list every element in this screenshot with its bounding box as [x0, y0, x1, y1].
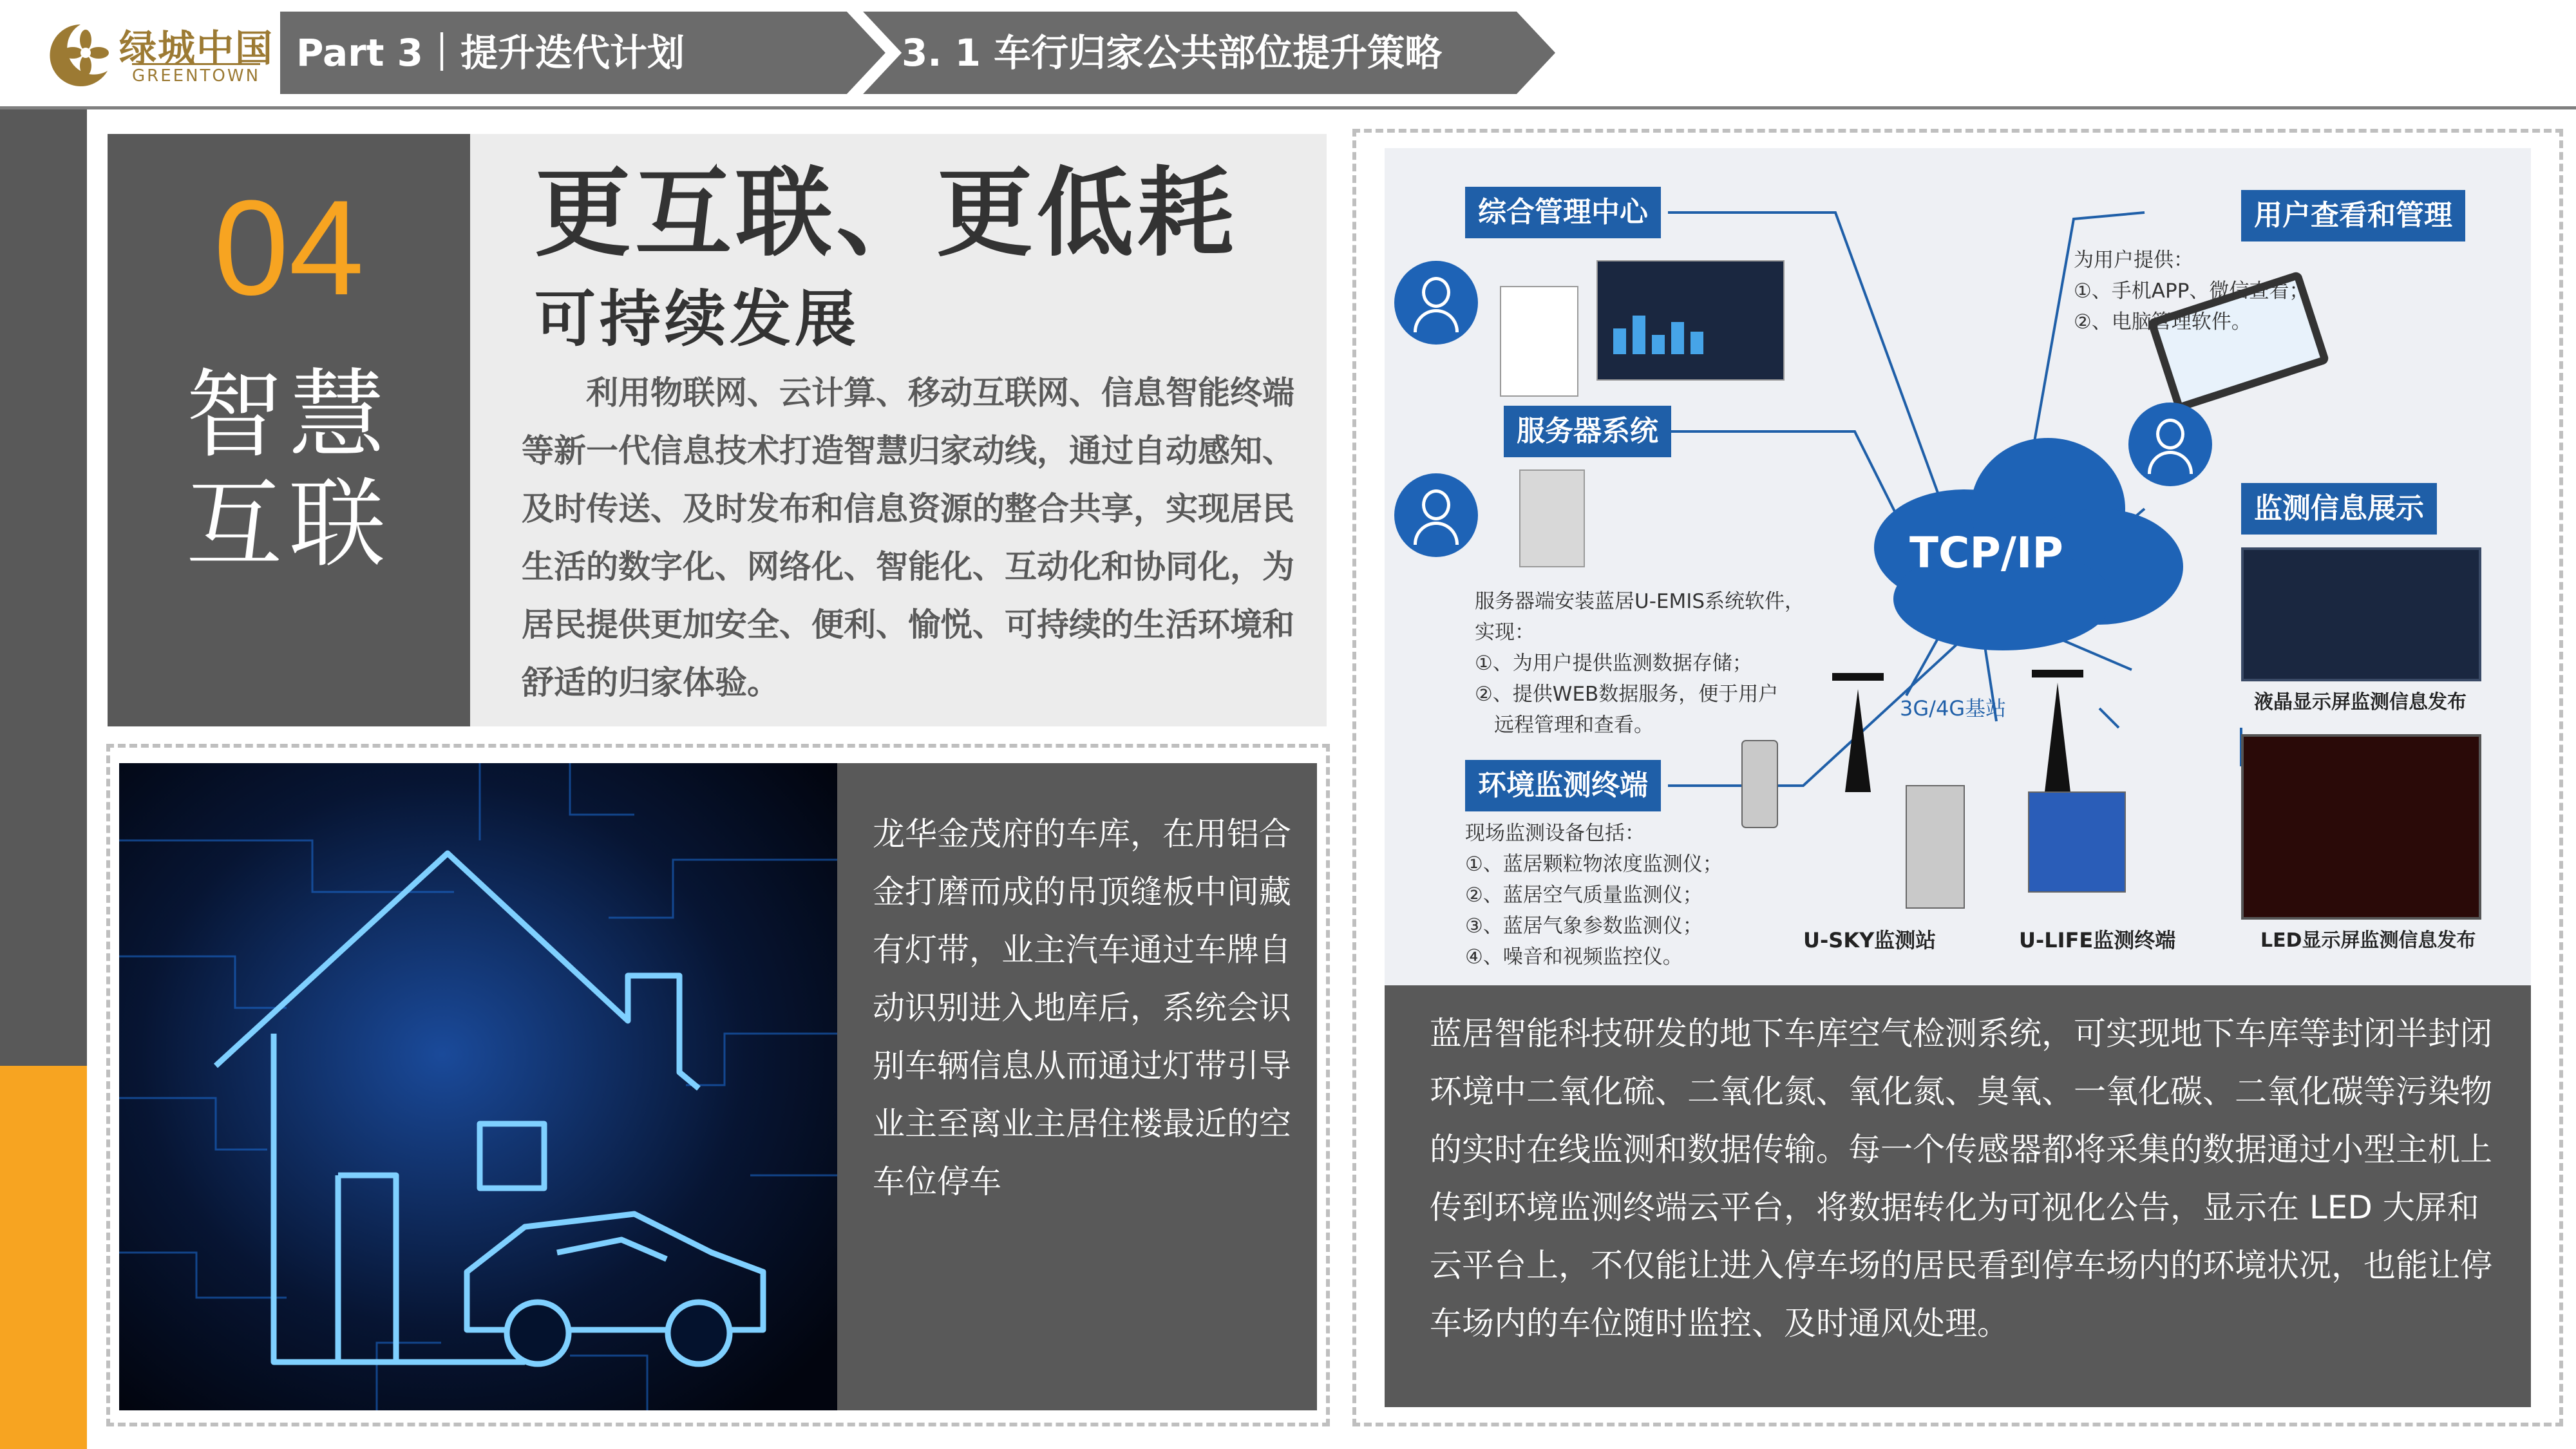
env-text: 现场监测设备包括： — [1465, 822, 1645, 845]
server-text: ②、提供WEB数据服务，便于用户 — [1475, 683, 1779, 706]
user-provides-title: 为用户提供： — [2074, 249, 2193, 272]
case-description: 龙华金茂府的车库，在用铝合金打磨而成的吊顶缝板中间藏有灯带，业主汽车通过车牌自动识别进入地库后，系统会识别车辆信息从而通过灯带引导业主至离业主居住楼最近的空车位停车 — [873, 815, 1291, 1200]
ulife-label: U-LIFE监测终端 — [2019, 928, 2176, 952]
greentown-logo-icon — [35, 19, 119, 90]
server-text: 实现： — [1475, 621, 1535, 644]
user-icon — [2128, 402, 2212, 486]
tag-management-center: 综合管理中心 — [1465, 187, 1661, 238]
network-diagram — [1385, 148, 2531, 985]
section-title-line1: 智慧 — [185, 359, 392, 471]
section-title — [108, 361, 470, 580]
server-text: ①、为用户提供监测数据存储； — [1475, 652, 1752, 675]
env-text: ④、噪音和视频监控仪。 — [1465, 945, 1683, 969]
user-provides-item: ①、手机APP、微信查看； — [2074, 279, 2309, 303]
logo-english-text: GREENTOWN — [132, 63, 260, 86]
user-icon — [1394, 473, 1478, 557]
usky-label: U-SKY监测站 — [1803, 928, 1937, 952]
server-text: 服务器端安装蓝居U-EMIS系统软件， — [1475, 590, 1805, 613]
subheadline: 可持续发展 — [535, 284, 860, 355]
section-number: 04 — [213, 172, 365, 323]
tag-user-management: 用户查看和管理 — [2241, 190, 2465, 242]
led-label: LED显示屏监测信息发布 — [2260, 929, 2476, 952]
info-paragraph: 蓝居智能科技研发的地下车库空气检测系统，可实现地下车库等封闭半封闭环境中二氧化硫、二氧化氮、氧化氮、臭氧、一氧化碳、二氧化碳等污染物的实时在线监测和数据传输。每一个传感器都将采集的数据通过小型主机上传到环境监测终端云平台，将数据转化为可视化公告，显示在 LED 大屏和云平台上，不仅能让进入停车场的居民看到停车场内的环境状况，也能让停车场内的车位随时监控、及时通风处理。 — [1430, 1015, 2492, 1342]
headline: 更互联、更低耗 — [535, 158, 1238, 270]
side-bar-orange — [0, 1066, 87, 1449]
breadcrumb-section[interactable]: 3. 1 车行归家公共部位提升策略 — [902, 31, 1443, 75]
server-text: 远程管理和查看。 — [1494, 714, 1654, 737]
user-icon — [1394, 261, 1478, 345]
user-provides-item: ②、电脑管理软件。 — [2074, 310, 2251, 334]
tag-server-system: 服务器系统 — [1504, 406, 1671, 457]
intro-paragraph: 利用物联网、云计算、移动互联网、信息智能终端等新一代信息技术打造智慧归家动线，通过自动感知、及时传送、及时发布和信息资源的整合共享，实现居民生活的数字化、网络化、智能化、互动化和协同化，为居民提供更加安全、便利、愉悦、可持续的生活环境和舒适的归家体验。 — [522, 374, 1294, 701]
cloud-label: TCP/IP — [1909, 528, 2063, 578]
section-title-line2: 互联 — [185, 469, 392, 581]
logo-text: 绿城中国 — [119, 26, 274, 70]
lcd-label: 液晶显示屏监测信息发布 — [2254, 691, 2467, 714]
side-bar-gray — [0, 109, 87, 1066]
tag-monitor-display: 监测信息展示 — [2241, 483, 2437, 535]
env-text: ③、蓝居气象参数监测仪； — [1465, 914, 1703, 938]
lcd-monitor-image — [2241, 547, 2481, 681]
base-station-label: 3G/4G基站 — [1900, 696, 2007, 721]
breadcrumb-part[interactable]: Part 3｜提升迭代计划 — [296, 31, 685, 75]
env-text: ②、蓝居空气质量监测仪； — [1465, 884, 1703, 907]
env-text: ①、蓝居颗粒物浓度监测仪； — [1465, 853, 1723, 876]
smart-house-image — [119, 763, 837, 1410]
led-board-image — [2241, 734, 2481, 920]
tag-env-terminal: 环境监测终端 — [1465, 760, 1661, 811]
header-divider — [0, 106, 2576, 109]
